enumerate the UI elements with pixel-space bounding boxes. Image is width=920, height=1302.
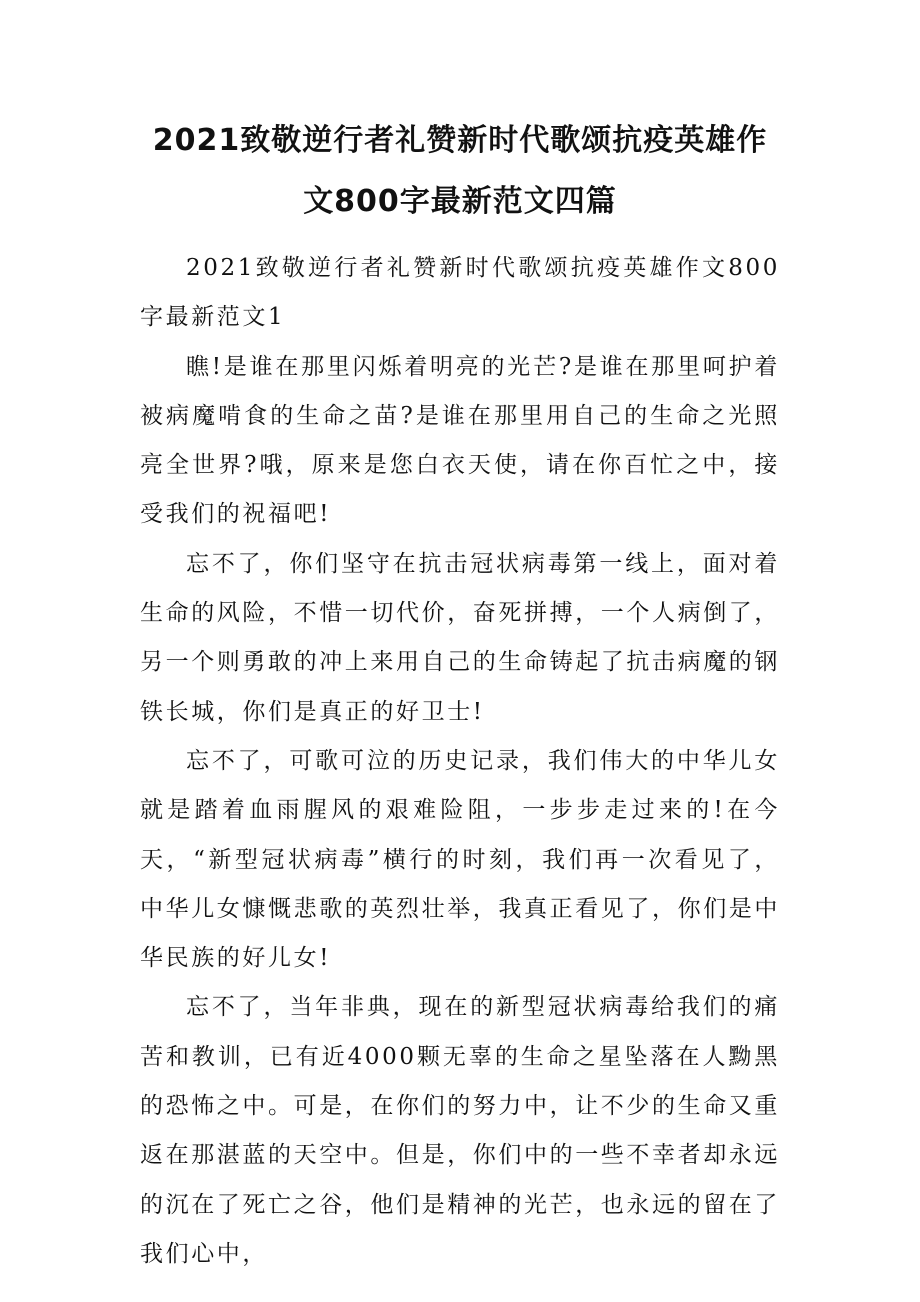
paragraph-3: 忘不了，可歌可泣的历史记录，我们伟大的中华儿女就是踏着血雨腥风的艰难险阻，一步步走过来的!在今天，“新型冠状病毒”横行的时刻，我们再一次看见了，中华儿女慷慨悲歌的英烈壮举，我真正看见了，你们是中华民族的好儿女! <box>140 747 780 972</box>
paragraph-1: 瞧!是谁在那里闪烁着明亮的光芒?是谁在那里呵护着被病魔啃食的生命之苗?是谁在那里用自己的生命之光照亮全世界?哦，原来是您白衣天使，请在你百忙之中，接受我们的祝福吧! <box>140 353 780 528</box>
paragraph-4: 忘不了，当年非典，现在的新型冠状病毒给我们的痛苦和教训，已有近4000颗无辜的生命之星坠落在人黝黑的恐怖之中。可是，在你们的努力中，让不少的生命又重返在那湛蓝的天空中。但是，你们中的一些不幸者却永远的沉在了死亡之谷，他们是精神的光芒，也永远的留在了我们心中， <box>140 994 780 1267</box>
paragraph-subtitle: 2021致敬逆行者礼赞新时代歌颂抗疫英雄作文800字最新范文1 <box>140 255 780 331</box>
paragraph-2: 忘不了，你们坚守在抗击冠状病毒第一线上，面对着生命的风险，不惜一切代价，奋死拼搏，一个人病倒了，另一个则勇敢的冲上来用自己的生命铸起了抗击病魔的钢铁长城，你们是真正的好卫士! <box>140 550 780 725</box>
document-title: 2021致敬逆行者礼赞新时代歌颂抗疫英雄作文800字最新范文四篇 <box>152 123 768 219</box>
